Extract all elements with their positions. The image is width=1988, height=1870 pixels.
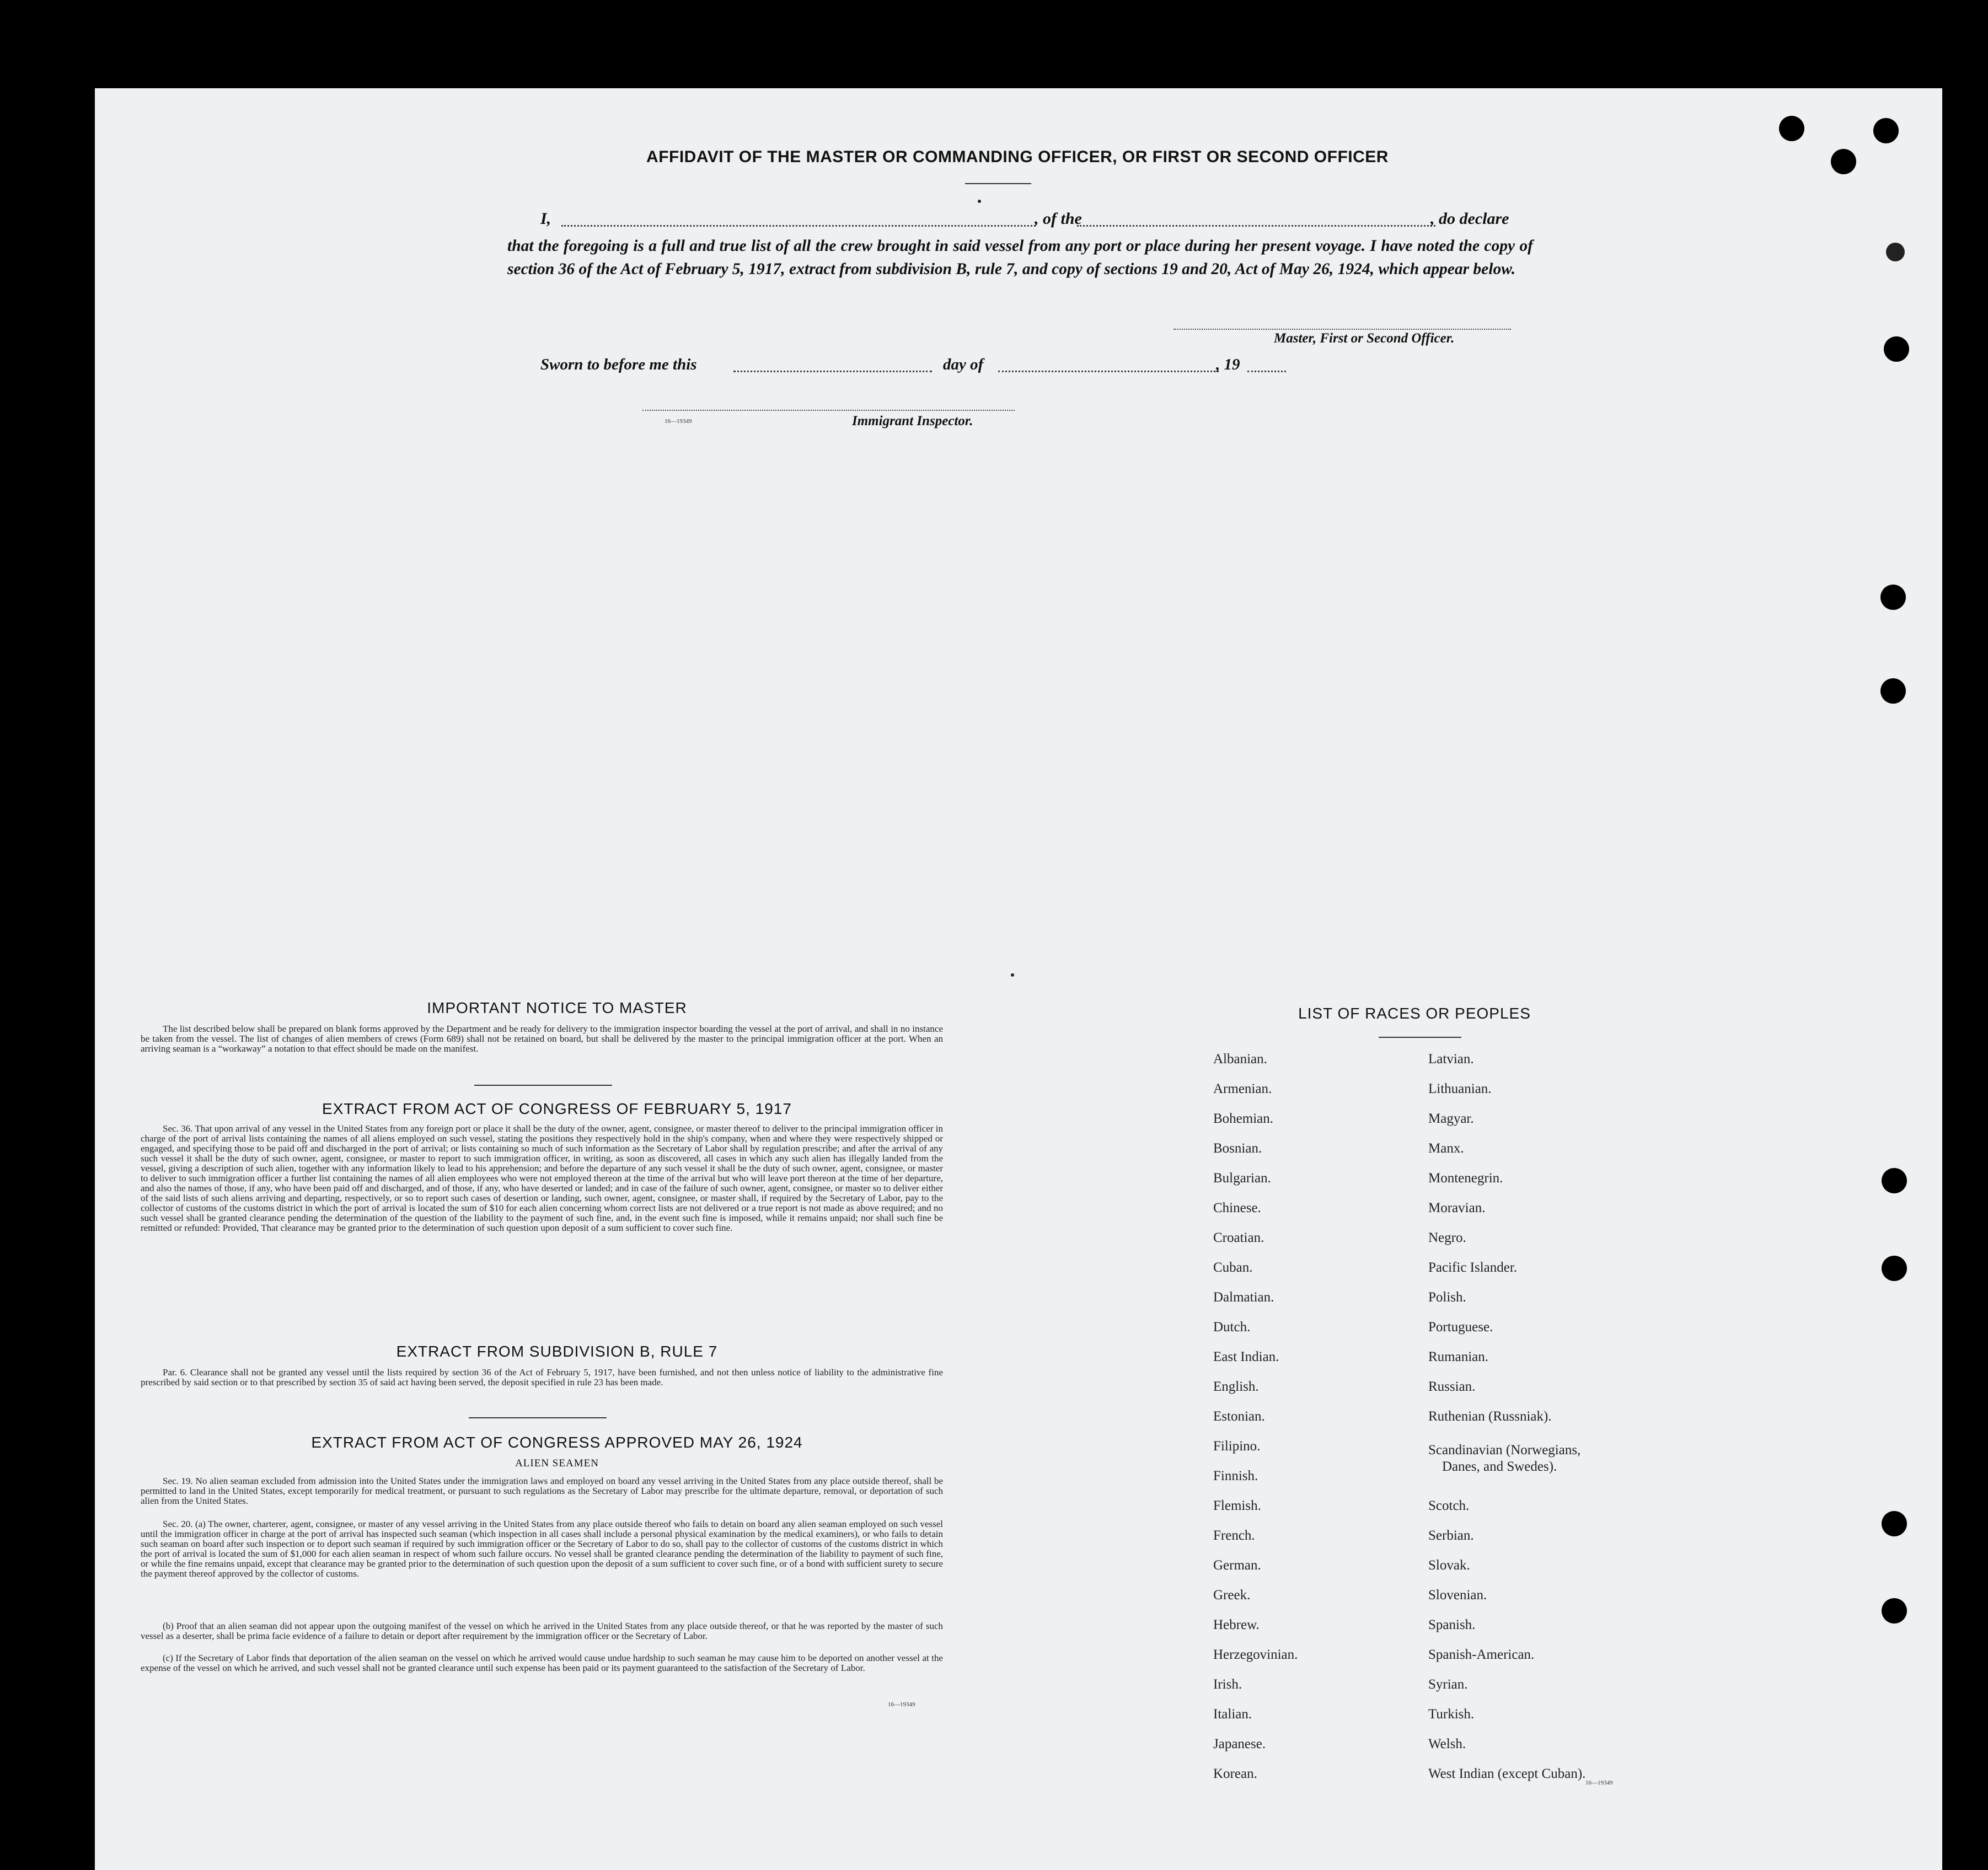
race-item: Bulgarian.: [1213, 1171, 1271, 1186]
race-item: Moravian.: [1428, 1201, 1486, 1215]
divider: [1379, 1037, 1461, 1038]
race-item: Negro.: [1428, 1230, 1466, 1245]
race-item: French.: [1213, 1528, 1255, 1543]
race-item: West Indian (except Cuban).: [1428, 1766, 1586, 1781]
punch-hole: [1882, 1598, 1907, 1623]
race-item: German.: [1213, 1558, 1261, 1573]
affidavit-title: AFFIDAVIT OF THE MASTER OR COMMANDING OFFICER, OR FIRST OR SECOND OFFICER: [646, 148, 1389, 166]
sec20a-text: Sec. 20. (a) The owner, charterer, agent, consignee, or master of any vessel arriving in the United States from any place outside thereof who fails to detain on board any alien seaman employed on such vessel until the immigration officer in charge at the port of arrival has inspected such seaman (which inspection in all cases shall include a personal physical examination by the medical examiners), or who fails to detain such seaman on board after such inspection or to deport such seaman if required by such immigration officer or the Secretary of Labor to do so, shall pay to the collector of customs of the customs district in which the port of arrival is located the sum of $1,000 for each alien seaman in respect of whom such failure occurs. No vessel shall be granted clearance pending the determination of the liability to payment of such fine, or while the fine remains unpaid, except that clearance may be granted prior to the determination of such question upon the deposit of a sum sufficient to cover such fine, or of a bond with sufficient surety to secure the payment thereof approved by the collector of customs.: [141, 1519, 943, 1579]
of-the-label: , of the: [1035, 210, 1082, 228]
extract-1924-title: EXTRACT FROM ACT OF CONGRESS APPROVED MAY 26, 1924: [311, 1434, 803, 1451]
race-item: Croatian.: [1213, 1230, 1264, 1245]
race-item: Finnish.: [1213, 1469, 1258, 1483]
race-item: Hebrew.: [1213, 1617, 1260, 1632]
sec20b-text: (b) Proof that an alien seaman did not appear upon the outgoing manifest of the vessel on which he arrived in the United States from any place outside thereof, or that he was reported by the master of such vessel as a deserter, shall be prima facie evidence of a failure to detain or deport after requirement by the immigration officer or the Secretary of Labor.: [141, 1621, 943, 1641]
i-label: I,: [540, 210, 551, 228]
race-item: Portuguese.: [1428, 1320, 1493, 1335]
divider: [965, 183, 1031, 184]
race-item: Albanian.: [1213, 1052, 1267, 1067]
race-item: Korean.: [1213, 1766, 1257, 1781]
year-field[interactable]: [1247, 371, 1286, 372]
race-item: Rumanian.: [1428, 1349, 1489, 1364]
races-form-number: 16—19349: [1585, 1780, 1613, 1786]
scan-speck: [1886, 243, 1905, 261]
race-item: Magyar.: [1428, 1111, 1474, 1126]
race-item: Filipino.: [1213, 1439, 1261, 1454]
punch-hole: [1882, 1256, 1907, 1281]
sec20c-text: (c) If the Secretary of Labor finds that deportation of the alien seaman on the vessel on which he arrived would cause undue hardship to such seaman he may cause him to be deported on another vessel at the expense of the vessel on which he arrived, and such vessel shall not be granted clearance until such expense has been paid or its payment guaranteed to the satisfaction of the Secretary of Labor.: [141, 1653, 943, 1673]
extract-rule7-text: Par. 6. Clearance shall not be granted any vessel until the lists required by section 36 of the Act of February 5, 1917, have been furnished, and not then unless notice of liability to the administrative fine prescribed by said section or to that prescribed by section 35 of said act having been served, the deposit specified in rule 23 has been made.: [141, 1367, 943, 1387]
punch-hole: [1880, 678, 1906, 704]
race-item: Montenegrin.: [1428, 1171, 1503, 1186]
signature-label: Master, First or Second Officer.: [1274, 331, 1455, 346]
notice-title: IMPORTANT NOTICE TO MASTER: [427, 999, 687, 1016]
race-item: Slovak.: [1428, 1558, 1470, 1573]
declaration-text: that the foregoing is a full and true list of all the crew brought in said vessel from any port or place during her present voyage. I have noted the copy of section 36 of the Act of February 5, 1917, extract from subdivision B, rule 7, and copy of sections 19 and 20, Act of May 26, 1924, which appear below.: [507, 237, 1533, 278]
race-item: English.: [1213, 1379, 1259, 1394]
race-item: Russian.: [1428, 1379, 1476, 1394]
sworn-day-field[interactable]: [733, 371, 932, 372]
sec19-text: Sec. 19. No alien seaman excluded from admission into the United States under the immigration laws and employed on board any vessel arriving in the United States from any place outside thereof, shall be permitted to land in the United States, except temporarily for medical treatment, or pursuant to such regulations as the Secretary of Labor may prescribe for the ultimate departure, removal, or deportation of such alien from the United States.: [141, 1476, 943, 1506]
sworn-label: Sworn to before me this: [540, 356, 697, 373]
races-title: LIST OF RACES OR PEOPLES: [1298, 1005, 1531, 1022]
inspector-signature-field[interactable]: [642, 410, 1015, 411]
race-item: Ruthenian (Russniak).: [1428, 1409, 1552, 1424]
race-item: Irish.: [1213, 1677, 1242, 1692]
race-item: Turkish.: [1428, 1707, 1475, 1722]
punch-hole: [1884, 336, 1909, 362]
extract-form-number: 16—19349: [888, 1701, 915, 1708]
name-field[interactable]: [561, 225, 1036, 227]
punch-hole: [1779, 116, 1804, 141]
extract-1924-subtitle: ALIEN SEAMEN: [515, 1458, 599, 1469]
race-item: Bohemian.: [1213, 1111, 1274, 1126]
extract-rule7-title: EXTRACT FROM SUBDIVISION B, RULE 7: [396, 1343, 718, 1360]
inspector-label: Immigrant Inspector.: [852, 414, 973, 428]
race-item: Scotch.: [1428, 1498, 1470, 1513]
race-item: Estonian.: [1213, 1409, 1265, 1424]
race-item: Lithuanian.: [1428, 1081, 1492, 1096]
signature-field[interactable]: [1173, 329, 1511, 330]
race-item: Cuban.: [1213, 1260, 1253, 1275]
punch-hole: [1882, 1511, 1907, 1536]
race-item: Herzegovinian.: [1213, 1647, 1298, 1662]
race-item: Syrian.: [1428, 1677, 1468, 1692]
divider: [469, 1417, 607, 1418]
divider: [474, 1085, 612, 1086]
punch-hole: [1873, 118, 1899, 143]
race-item: Armenian.: [1213, 1081, 1272, 1096]
race-item: Welsh.: [1428, 1737, 1466, 1751]
scan-speck: [1011, 973, 1014, 977]
race-item: Danes, and Swedes).: [1442, 1459, 1557, 1474]
race-item: Chinese.: [1213, 1201, 1261, 1215]
race-item: Greek.: [1213, 1588, 1251, 1603]
race-item: Pacific Islander.: [1428, 1260, 1518, 1275]
notice-text: The list described below shall be prepared on blank forms approved by the Department and be ready for delivery to the immigration inspector boarding the vessel at the port of arrival, and shall in no instance be taken from the vessel. The list of changes of alien members of crews (Form 689) shall not be retained on board, but shall be delivered by the master to the principal immigration officer at the port. When an arriving seaman is a “workaway” a notation to that effect should be made on the manifest.: [141, 1024, 943, 1054]
year-label: , 19: [1216, 356, 1240, 373]
race-item: Dalmatian.: [1213, 1290, 1274, 1305]
race-item: Serbian.: [1428, 1528, 1474, 1543]
race-item: Bosnian.: [1213, 1141, 1262, 1156]
extract-1917-title: EXTRACT FROM ACT OF CONGRESS OF FEBRUARY 5, 1917: [322, 1100, 792, 1117]
punch-hole: [1831, 149, 1856, 174]
affidavit-form-number: 16—19349: [665, 418, 692, 425]
sworn-month-field[interactable]: [998, 371, 1219, 372]
race-item: Scandinavian (Norwegians,: [1428, 1443, 1581, 1458]
day-of-label: day of: [943, 356, 984, 373]
race-item: Manx.: [1428, 1141, 1464, 1156]
race-item: Italian.: [1213, 1707, 1252, 1722]
document-sheet: [95, 88, 1942, 1870]
vessel-field[interactable]: [1077, 225, 1435, 227]
scan-speck: [978, 200, 981, 203]
race-item: Spanish-American.: [1428, 1647, 1535, 1662]
do-declare-label: , do declare: [1430, 210, 1509, 228]
race-item: East Indian.: [1213, 1349, 1279, 1364]
race-item: Japanese.: [1213, 1737, 1266, 1751]
race-item: Polish.: [1428, 1290, 1466, 1305]
race-item: Slovenian.: [1428, 1588, 1487, 1603]
punch-hole: [1882, 1168, 1907, 1193]
race-item: Dutch.: [1213, 1320, 1251, 1335]
punch-hole: [1880, 585, 1906, 610]
race-item: Spanish.: [1428, 1617, 1476, 1632]
extract-1917-text: Sec. 36. That upon arrival of any vessel in the United States from any foreign port or place it shall be the duty of the owner, agent, consignee, or master thereof to deliver to the principal immigration officer in charge of the port of arrival lists containing the names of all aliens employed on such vessel, stating the positions they respectively hold in the ship's company, when and where they were respectively shipped or engaged, and specifying those to be paid off and discharged in the port of arrival; or lists containing so much of such information as the Secretary of Labor shall by regulation prescribe; and after the arrival of any such vessel it shall be the duty of such owner, agent, consignee, or master to report to such immigration officer, in writing, as soon as discovered, all cases in which any such alien has illegally landed from the vessel, giving a description of such alien, together with any information likely to lead to his apprehension; and before the departure of any such vessel it shall be the duty of such owner, agent, consignee, or master to deliver to such immigration officer a further list containing the names of all alien employees who were not employed thereon at the time of the arrival but who will leave port thereon at the time of her departure, and also the names of those, if any, who have been paid off and discharged, and of those, if any, who have deserted or landed; and in case of the failure of such owner, agent, consignee, or master so to deliver either of the said lists of such aliens arriving and departing, respectively, or so to report such cases of desertion or landing, such owner, agent, consignee, or master shall, if required by the Secretary of Labor, pay to the collector of customs of the customs district in which the port of arrival is located the sum of $10 for each alien concerning whom correct lists are not delivered or a true report is not made as above required; and no such vessel shall be granted clearance pending the determination of the question of the liability to the payment of such fine, and, in the event such fine is imposed, while it remains unpaid; nor shall such fine be remitted or refunded: Provided, That clearance may be granted prior to the determination of such question upon deposit of a sum sufficient to cover such fine.: [141, 1123, 943, 1233]
race-item: Flemish.: [1213, 1498, 1261, 1513]
race-item: Latvian.: [1428, 1052, 1474, 1067]
